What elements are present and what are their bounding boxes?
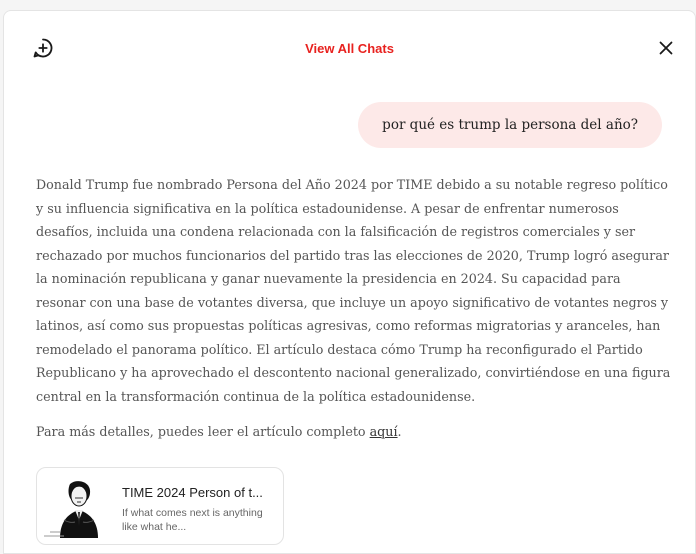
user-message-bubble: por qué es trump la persona del año? (358, 102, 662, 148)
chat-panel (3, 10, 696, 554)
more-details-prefix: Para más detalles, puedes leer el artículo completo (36, 424, 370, 439)
source-card[interactable] (36, 467, 284, 545)
view-all-chats-link[interactable]: View All Chats (305, 41, 394, 56)
more-details-text (36, 420, 672, 443)
source-thumbnail (42, 474, 110, 538)
article-link[interactable]: aquí (369, 424, 398, 439)
chat-header (4, 11, 695, 83)
close-icon[interactable] (655, 37, 677, 59)
source-card-description: If what comes next is anything like what he... (122, 507, 263, 533)
source-card-title: TIME 2024 Person of t... (122, 485, 263, 500)
more-details-suffix: . (397, 424, 402, 439)
assistant-answer: Donald Trump fue nombrado Persona del Año 2024 por TIME debido a su notable regreso político y su influencia significativa en la política estadounidense. A pesar de enfrentar numerosos desafíos, incluida una condena relacionada con la falsificación de registros comerciales y ser rechazado por muchos funcionarios del partido tras las elecciones de 2020, Trump logró asegurar la nominación republicana y ganar nuevamente la presidencia en 2024. Su capacidad para resonar con una base de votantes diversa, que incluye un apoyo significativo de votantes negros y latinos, así como sus propuestas políticas agresivas, como reformas migratorias y aranceles, han remodelado el panorama político. El artículo destaca cómo Trump ha reconfigurado el Partido Republicano y ha aprovechado el descontento nacional generalizado, convirtiéndose en una figura central en la transformación continua de la política estadounidense. (36, 177, 671, 404)
